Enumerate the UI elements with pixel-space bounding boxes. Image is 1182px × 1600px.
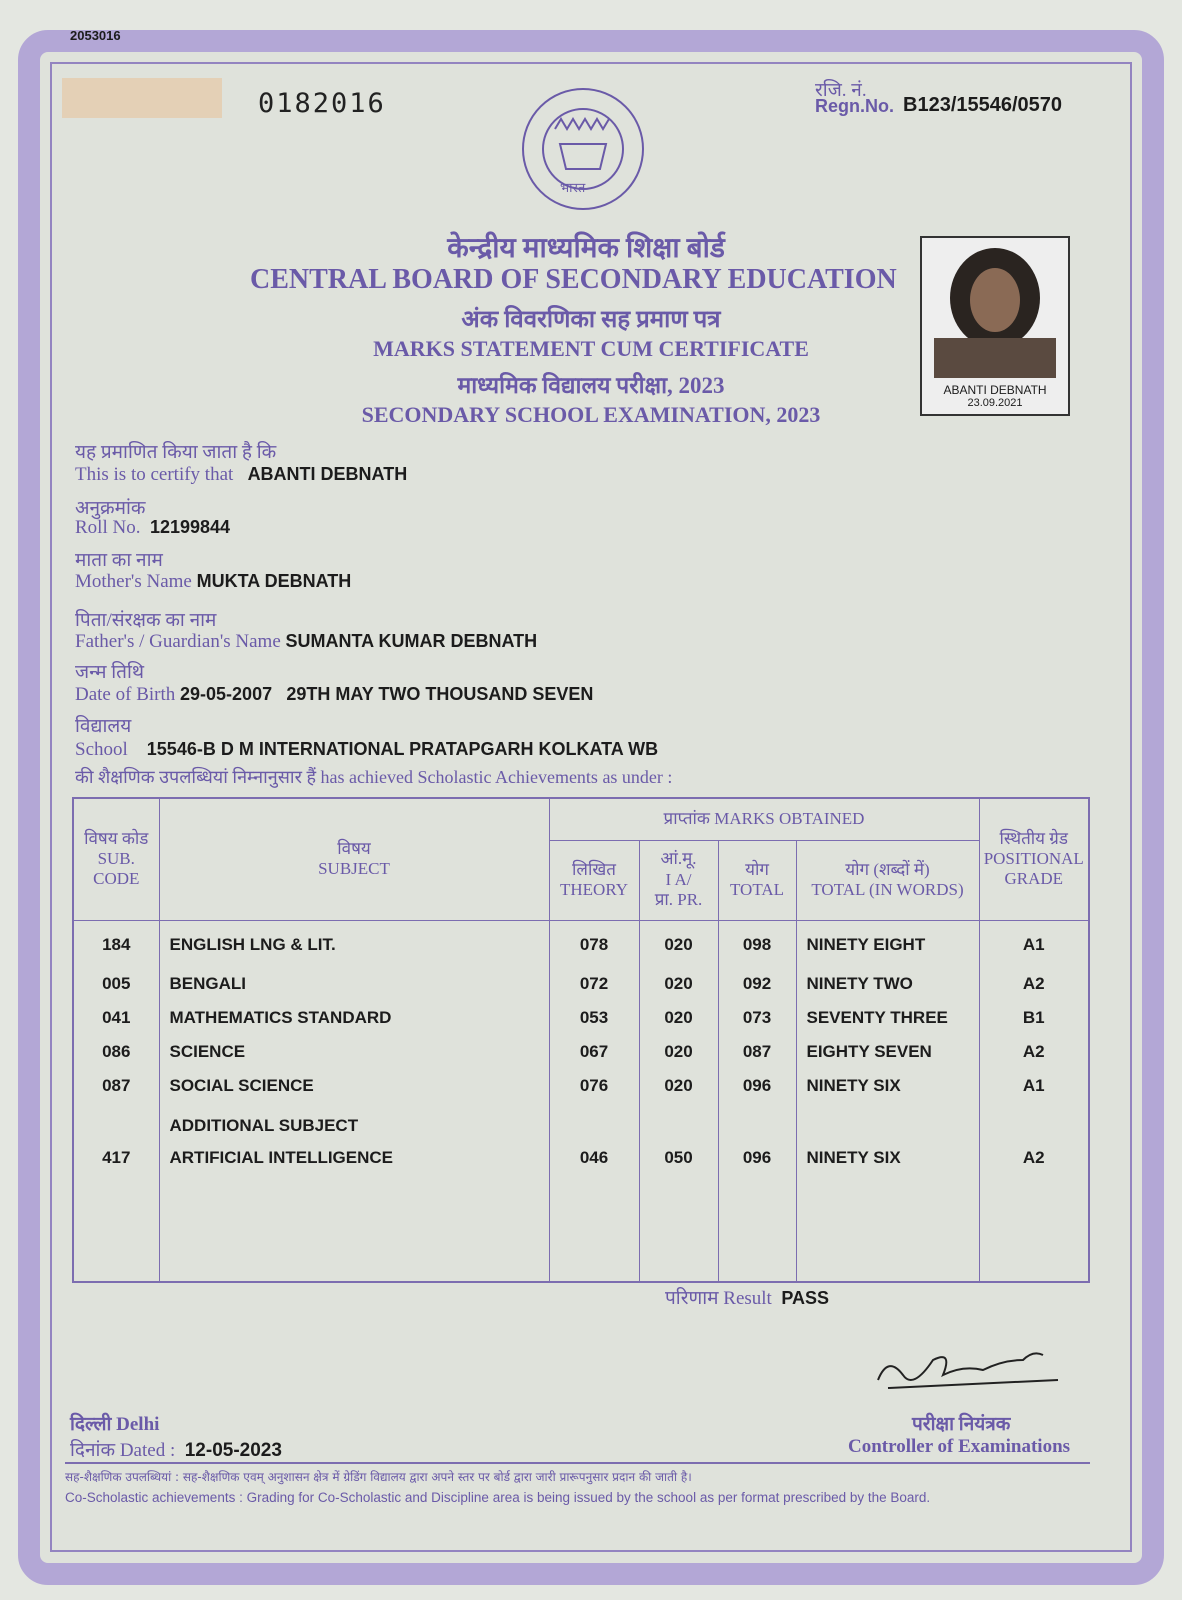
header-theory: लिखित THEORY: [549, 840, 639, 920]
cell-theory: 076: [549, 1070, 639, 1104]
achieved-label: has achieved Scholastic Achievements as under :: [320, 767, 673, 787]
exam-title: SECONDARY SCHOOL EXAMINATION, 2023: [361, 402, 821, 427]
place-hindi: दिल्ली: [70, 1414, 112, 1435]
cell-code: 005: [73, 968, 159, 1002]
cell-subject: SOCIAL SCIENCE: [159, 1070, 549, 1104]
hologram-strip: [62, 78, 222, 118]
note-hindi: सह-शैक्षणिक उपलब्धियां : सह-शैक्षणिक एवम् अनुशासन क्षेत्र में ग्रेडिंग विद्यालय द्वारा अपने स्तर पर बोर्ड द्वारा जारी प्रारूपनुसार प्रदान की जाती है।: [65, 1470, 692, 1484]
cell-words: SEVENTY THREE: [796, 1002, 979, 1036]
school-hindi: विद्यालय: [75, 716, 132, 737]
cell-grade: A2: [979, 968, 1089, 1002]
father-name: SUMANTA KUMAR DEBNATH: [285, 631, 538, 651]
header-code: विषय कोड SUB. CODE: [73, 798, 159, 920]
controller-hindi: परीक्षा नियंत्रक: [912, 1414, 1011, 1435]
header-grade: स्थितीय ग्रेड POSITIONAL GRADE: [979, 798, 1089, 920]
table-row: [73, 1070, 1089, 1104]
cell-theory: 078: [549, 920, 639, 968]
cell-ia: 020: [639, 1036, 718, 1070]
exam-title-hindi: माध्यमिक विद्यालय परीक्षा, 2023: [457, 373, 725, 398]
school-name: 15546-B D M INTERNATIONAL PRATAPGARH KOLKATA WB: [146, 739, 659, 759]
controller-title: Controller of Examinations: [848, 1436, 1071, 1457]
cell-grade: A2: [979, 1036, 1089, 1070]
dob-words: 29TH MAY TWO THOUSAND SEVEN: [286, 684, 594, 704]
cell-subject: ENGLISH LNG & LIT.: [159, 920, 549, 968]
result-label: Result: [723, 1288, 772, 1309]
cell-total: 096: [718, 1070, 796, 1104]
cell-total: 098: [718, 920, 796, 968]
cell-ia: 020: [639, 1070, 718, 1104]
footer-divider: [65, 1462, 1090, 1464]
dob-label: Date of Birth: [75, 684, 176, 705]
table-row: [73, 968, 1089, 1002]
cell-total: 092: [718, 968, 796, 1002]
cell-subject: MATHEMATICS STANDARD: [159, 1002, 549, 1036]
header-total: योग TOTAL: [718, 840, 796, 920]
header-ia: आं.मू. I A/ प्रा. PR.: [639, 840, 718, 920]
cell-words: NINETY SIX: [796, 1142, 979, 1282]
header-words: योग (शब्दों में) TOTAL (IN WORDS): [796, 840, 979, 920]
certify-label: This is to certify that: [75, 464, 234, 485]
issue-date: 12-05-2023: [184, 1440, 282, 1461]
dob-hindi: जन्म तिथि: [75, 662, 145, 683]
table-row: [73, 1002, 1089, 1036]
place-label: Delhi: [116, 1414, 160, 1435]
cell-total: 096: [718, 1142, 796, 1282]
header-subject: विषय SUBJECT: [159, 798, 549, 920]
cell-words: NINETY TWO: [796, 968, 979, 1002]
marks-table: [72, 797, 1090, 1283]
photo-name: ABANTI DEBNATH: [943, 383, 1047, 397]
cell-theory: 053: [549, 1002, 639, 1036]
portrait-icon: [922, 238, 1068, 378]
photo-date: 23.09.2021: [967, 397, 1023, 409]
certify-hindi: यह प्रमाणित किया जाता है कि: [75, 442, 277, 463]
cell-code: 087: [73, 1070, 159, 1104]
father-label: Father's / Guardian's Name: [75, 631, 281, 652]
result-hindi: परिणाम: [665, 1288, 719, 1309]
cell-words: NINETY EIGHT: [796, 920, 979, 968]
cell-total: 073: [718, 1002, 796, 1036]
cell-code: 086: [73, 1036, 159, 1070]
cell-grade: A1: [979, 920, 1089, 968]
dated-hindi: दिनांक: [70, 1440, 116, 1461]
dated-label: Dated :: [119, 1440, 176, 1461]
cell-theory: 046: [549, 1142, 639, 1282]
controller-signature: [868, 1340, 1068, 1400]
cell-words: EIGHTY SEVEN: [796, 1036, 979, 1070]
board-name: CENTRAL BOARD OF SECONDARY EDUCATION: [250, 264, 897, 295]
doc-title: MARKS STATEMENT CUM CERTIFICATE: [373, 336, 809, 361]
roll-number: 12199844: [149, 517, 231, 537]
cell-ia: 050: [639, 1142, 718, 1282]
result-value: PASS: [781, 1288, 830, 1308]
cell-theory: 072: [549, 968, 639, 1002]
roll-hindi: अनुक्रमांक: [75, 498, 146, 519]
logo-bharat: भारत: [560, 180, 586, 195]
table-row: [73, 920, 1089, 968]
note-english: Co-Scholastic achievements : Grading for Co-Scholastic and Discipline area is being issued by the school as per format prescribed by the Board.: [65, 1490, 931, 1505]
header-marks: प्राप्तांक MARKS OBTAINED: [549, 798, 979, 840]
certificate-number: 0182016: [258, 88, 386, 119]
cell-code: 417: [73, 1142, 159, 1282]
cell-ia: 020: [639, 920, 718, 968]
board-name-hindi: केन्द्रीय माध्यमिक शिक्षा बोर्ड: [447, 233, 725, 264]
table-row: [73, 1036, 1089, 1070]
regn-hindi: रजि. नं.: [815, 80, 867, 101]
student-name: ABANTI DEBNATH: [247, 464, 408, 484]
table-row: [73, 1142, 1089, 1282]
cell-theory: 067: [549, 1036, 639, 1070]
cell-code: 184: [73, 920, 159, 968]
regn-number: B123/15546/0570: [903, 94, 1063, 116]
student-photo: [920, 236, 1070, 416]
achieved-hindi: की शैक्षणिक उपलब्धियां निम्नानुसार हैं: [75, 767, 317, 787]
cell-subject: BENGALI: [159, 968, 549, 1002]
cell-ia: 020: [639, 1002, 718, 1036]
cell-grade: A1: [979, 1070, 1089, 1104]
school-label: School: [75, 739, 128, 760]
cell-words: NINETY SIX: [796, 1070, 979, 1104]
roll-label: Roll No.: [75, 517, 141, 538]
mother-hindi: माता का नाम: [75, 550, 163, 571]
doc-title-hindi: अंक विवरणिका सह प्रमाण पत्र: [461, 307, 721, 333]
cell-grade: A2: [979, 1142, 1089, 1282]
cell-ia: 020: [639, 968, 718, 1002]
cell-subject: ARTIFICIAL INTELLIGENCE: [159, 1142, 549, 1282]
cell-grade: B1: [979, 1002, 1089, 1036]
father-hindi: पिता/संरक्षक का नाम: [75, 610, 217, 631]
dob-value: 29-05-2007: [180, 684, 273, 704]
cell-total: 087: [718, 1036, 796, 1070]
regn-label: Regn.No.: [815, 96, 894, 116]
cell-code: 041: [73, 1002, 159, 1036]
serial-number: 2053016: [70, 28, 121, 43]
cell-subject: SCIENCE: [159, 1036, 549, 1070]
mother-name: MUKTA DEBNATH: [196, 571, 352, 591]
mother-label: Mother's Name: [75, 571, 192, 592]
additional-subject-label: ADDITIONAL SUBJECT: [159, 1104, 549, 1142]
